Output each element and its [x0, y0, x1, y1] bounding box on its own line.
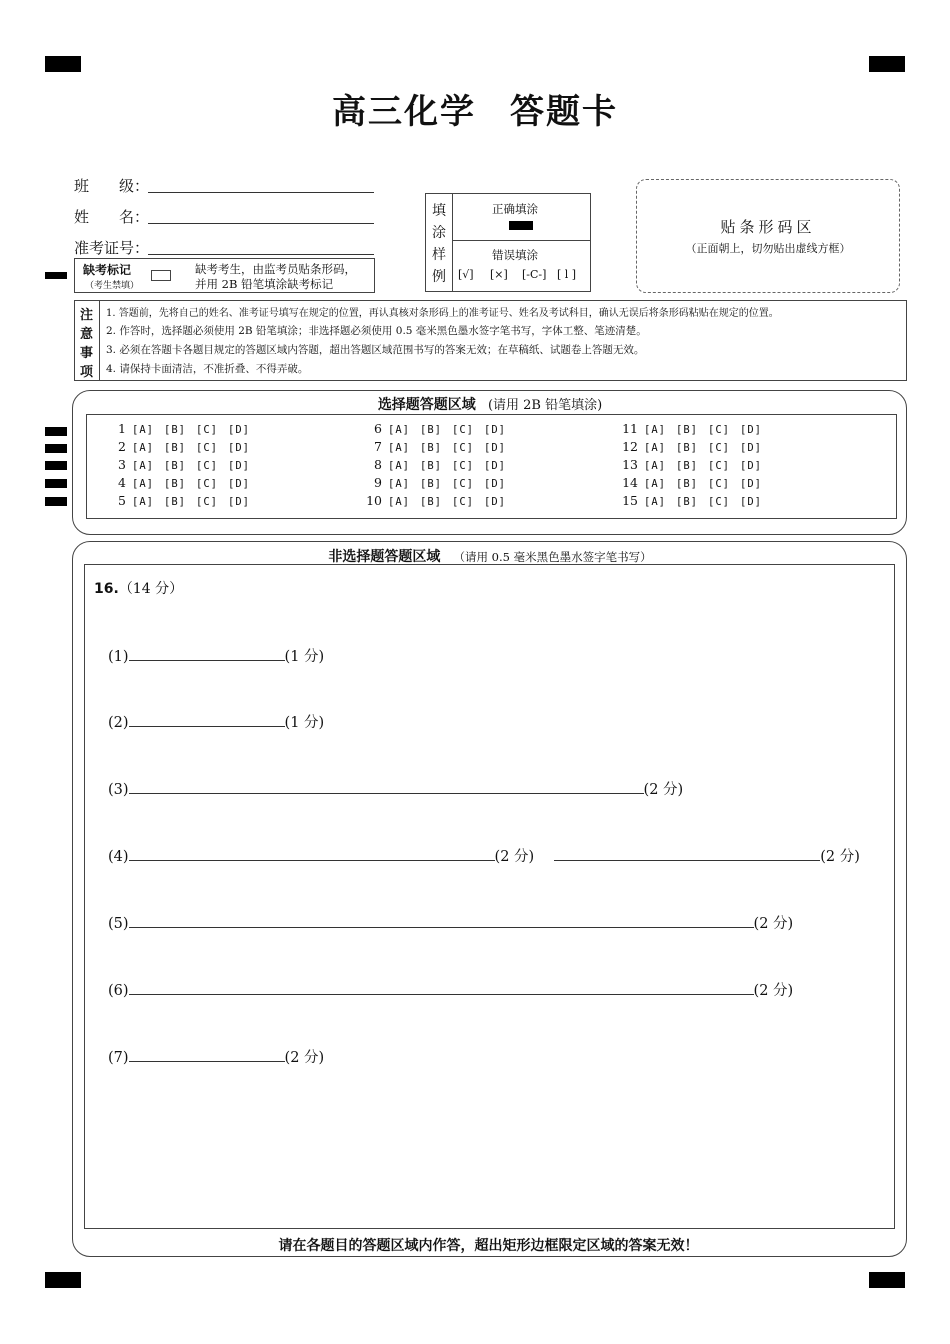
- mc-option-bubble[interactable]: [D]: [740, 442, 762, 454]
- answer-blank[interactable]: [129, 712, 285, 727]
- mc-question-number: 9: [374, 475, 382, 490]
- notes-divider: [99, 301, 100, 380]
- mc-question-row: [360, 439, 516, 454]
- mc-option-bubble[interactable]: [B]: [420, 496, 442, 508]
- mc-question-row: [104, 421, 260, 436]
- answer-part-6[interactable]: [108, 979, 793, 1000]
- notes-side-2: 意: [80, 327, 94, 342]
- answer-part-3[interactable]: [108, 778, 683, 799]
- title-card: 答题卡: [510, 92, 618, 132]
- mc-option-bubble[interactable]: [A]: [388, 442, 410, 454]
- title-subject: 高三化学: [332, 92, 476, 132]
- mc-option-bubble[interactable]: [C]: [452, 424, 474, 436]
- part-label: (3): [108, 782, 129, 798]
- mc-option-bubble[interactable]: [A]: [644, 424, 666, 436]
- mc-option-bubble[interactable]: [B]: [676, 478, 698, 490]
- mc-question-number: 2: [118, 439, 126, 454]
- part-label: (2): [108, 715, 129, 731]
- mc-option-bubble[interactable]: [B]: [420, 424, 442, 436]
- class-label: 班 级：: [74, 177, 150, 195]
- part-score: (2 分): [753, 916, 794, 932]
- mc-question-row: [104, 457, 260, 472]
- mc-option-bubble[interactable]: [B]: [676, 496, 698, 508]
- mc-question-row: [104, 493, 260, 508]
- name-line: [148, 222, 374, 224]
- mc-option-bubble[interactable]: [A]: [388, 478, 410, 490]
- mc-option-bubble[interactable]: [D]: [228, 460, 250, 472]
- mc-option-bubble[interactable]: [A]: [644, 478, 666, 490]
- mc-question-number: 15: [622, 493, 638, 508]
- mc-question-number: 14: [622, 475, 638, 490]
- registration-mark-bottom-right: [869, 1272, 905, 1288]
- mc-option-bubble[interactable]: [D]: [740, 478, 762, 490]
- mc-option-bubble[interactable]: [A]: [644, 442, 666, 454]
- mc-option-bubble[interactable]: [A]: [132, 460, 154, 472]
- mc-question-row: [616, 493, 772, 508]
- mc-question-number: 7: [374, 439, 382, 454]
- mc-option-bubble[interactable]: [C]: [452, 460, 474, 472]
- mc-option-bubble[interactable]: [C]: [708, 496, 730, 508]
- mc-question-row: [616, 457, 772, 472]
- question-score: （14 分）: [118, 581, 184, 597]
- part-score: (1 分): [284, 649, 325, 665]
- mc-option-bubble[interactable]: [D]: [740, 424, 762, 436]
- mc-question-row: [104, 475, 260, 490]
- absent-box: [74, 258, 375, 293]
- mc-option-bubble[interactable]: [B]: [164, 496, 186, 508]
- mc-option-bubble[interactable]: [C]: [452, 496, 474, 508]
- part-score: (2 分): [753, 983, 794, 999]
- timing-mark: [45, 444, 67, 453]
- mc-option-bubble[interactable]: [C]: [196, 442, 218, 454]
- mc-question-number: 12: [622, 439, 638, 454]
- mc-option-bubble[interactable]: [A]: [388, 424, 410, 436]
- part-label: (1): [108, 649, 129, 665]
- part-label: (6): [108, 983, 129, 999]
- mc-question-number: 6: [374, 421, 382, 436]
- mc-option-bubble[interactable]: [B]: [164, 424, 186, 436]
- class-line: [148, 191, 374, 193]
- mc-option-bubble[interactable]: [D]: [484, 478, 506, 490]
- mc-subtitle: (请用 2B 铅笔填涂): [487, 398, 603, 413]
- timing-mark: [45, 479, 67, 488]
- correct-fill-mark: [509, 221, 533, 230]
- part-label: (5): [108, 916, 129, 932]
- mc-option-bubble[interactable]: [C]: [196, 424, 218, 436]
- timing-mark: [45, 461, 67, 470]
- mc-question-row: [360, 493, 516, 508]
- part-score: (2 分): [494, 849, 535, 865]
- mc-option-bubble[interactable]: [A]: [388, 496, 410, 508]
- fill-sample-mid-divider: [452, 240, 590, 241]
- mc-option-bubble[interactable]: [B]: [420, 478, 442, 490]
- timing-mark: [45, 427, 67, 436]
- answer-part-5[interactable]: [108, 912, 793, 933]
- answer-part-2[interactable]: [108, 711, 324, 732]
- timing-mark: [45, 272, 67, 279]
- answer-blank[interactable]: [129, 980, 754, 995]
- mc-question-number: 8: [374, 457, 382, 472]
- mc-option-bubble[interactable]: [C]: [708, 424, 730, 436]
- mc-header: [0, 394, 950, 414]
- part-label: (4): [108, 849, 129, 865]
- registration-mark-top-left: [45, 56, 81, 72]
- absent-label: 缺考标记: [83, 263, 132, 277]
- registration-mark-bottom-left: [45, 1272, 81, 1288]
- notes-side-4: 项: [80, 365, 94, 380]
- mc-option-bubble[interactable]: [B]: [164, 478, 186, 490]
- mc-question-number: 4: [118, 475, 126, 490]
- mc-question-row: [616, 421, 772, 436]
- part-score: (2 分): [643, 782, 684, 798]
- name-label: 姓 名：: [74, 208, 150, 226]
- question-16: [94, 578, 183, 598]
- mc-question-row: [360, 421, 516, 436]
- mc-option-bubble[interactable]: [D]: [228, 478, 250, 490]
- mc-option-bubble[interactable]: [A]: [132, 442, 154, 454]
- mc-option-bubble[interactable]: [C]: [196, 460, 218, 472]
- part-score: (2 分): [284, 1050, 325, 1066]
- mc-question-number: 10: [366, 493, 382, 508]
- fill-sample-side-4: 例: [432, 269, 446, 285]
- part-score: (1 分): [284, 715, 325, 731]
- mc-option-bubble[interactable]: [A]: [644, 496, 666, 508]
- page-title: [0, 84, 950, 133]
- mc-option-bubble[interactable]: [C]: [196, 496, 218, 508]
- mc-option-bubble[interactable]: [D]: [484, 496, 506, 508]
- answer-part-1[interactable]: [108, 645, 324, 666]
- name-field[interactable]: [74, 206, 149, 227]
- correct-fill-label: 正确填涂: [492, 202, 538, 216]
- fill-sample-side-3: 样: [432, 247, 446, 263]
- wrong-fill-label: 错误填涂: [492, 248, 538, 262]
- note-item-1: 1. 答题前，先将自己的姓名、准考证号填写在规定的位置，再认真核对条形码上的准考证号、姓名及考试科目，确认无误后将条形码粘贴在规定的位置。: [106, 308, 779, 319]
- mc-option-bubble[interactable]: [D]: [228, 424, 250, 436]
- mc-option-bubble[interactable]: [D]: [484, 460, 506, 472]
- mc-question-row: [616, 475, 772, 490]
- mc-title: 选择题答题区域: [377, 397, 476, 413]
- mc-option-bubble[interactable]: [B]: [676, 442, 698, 454]
- answer-blank[interactable]: [129, 913, 754, 928]
- mc-option-bubble[interactable]: [D]: [740, 460, 762, 472]
- barcode-title: 贴条形码区: [720, 218, 816, 236]
- mc-option-bubble[interactable]: [D]: [740, 496, 762, 508]
- part-score-2: (2 分): [820, 849, 860, 865]
- absent-bubble[interactable]: [151, 270, 171, 281]
- question-number: 16.: [94, 581, 119, 597]
- fill-sample-box: [425, 193, 591, 292]
- open-subtitle: （请用 0.5 毫米黑色墨水签字笔书写）: [453, 550, 652, 564]
- mc-question-number: 5: [118, 493, 126, 508]
- fill-sample-side-1: 填: [432, 203, 446, 219]
- answer-blank[interactable]: [129, 1047, 285, 1062]
- notes-side-3: 事: [80, 346, 94, 361]
- mc-option-bubble[interactable]: [A]: [132, 496, 154, 508]
- note-item-3: 3. 必须在答题卡各题目规定的答题区域内答题，超出答题区域范围书写的答案无效；在草稿纸、试题卷上答题无效。: [106, 344, 645, 356]
- timing-mark: [45, 497, 67, 506]
- answer-blank[interactable]: [129, 646, 285, 661]
- answer-blank[interactable]: [129, 846, 495, 861]
- mc-question-number: 3: [118, 457, 126, 472]
- answer-part-7[interactable]: [108, 1046, 324, 1067]
- wrong-fill-mark-4: [ l ]: [557, 268, 577, 281]
- mc-option-bubble[interactable]: [B]: [420, 442, 442, 454]
- mc-option-bubble[interactable]: [C]: [708, 442, 730, 454]
- absent-note-line1: 缺考考生，由监考员贴条形码，: [195, 262, 356, 276]
- mc-question-number: 13: [622, 457, 638, 472]
- mc-option-bubble[interactable]: [B]: [676, 460, 698, 472]
- notes-side-1: 注: [80, 308, 94, 323]
- wrong-fill-mark-3: [-C-]: [522, 268, 547, 281]
- wrong-fill-mark-1: [√]: [458, 268, 474, 281]
- mc-question-row: [360, 457, 516, 472]
- mc-option-bubble[interactable]: [C]: [708, 478, 730, 490]
- wrong-fill-mark-2: [×]: [490, 268, 508, 281]
- answer-part-4[interactable]: [108, 845, 860, 866]
- mc-option-bubble[interactable]: [A]: [388, 460, 410, 472]
- mc-question-row: [616, 439, 772, 454]
- barcode-sub: （正面朝上，切勿贴出虚线方框）: [685, 242, 851, 255]
- mc-question-row: [104, 439, 260, 454]
- open-header: [0, 546, 950, 566]
- fill-sample-side-2: 涂: [432, 225, 446, 241]
- barcode-area: [636, 179, 900, 293]
- mc-option-bubble[interactable]: [C]: [708, 460, 730, 472]
- note-item-2: 2. 作答时，选择题必须使用 2B 铅笔填涂；非选择题必须使用 0.5 毫米黑色墨水签字笔书写，字体工整、笔迹清楚。: [106, 325, 647, 337]
- mc-option-bubble[interactable]: [B]: [164, 460, 186, 472]
- mc-question-number: 11: [622, 421, 638, 436]
- mc-option-bubble[interactable]: [A]: [644, 460, 666, 472]
- absent-sublabel: （考生禁填）: [85, 281, 140, 291]
- mc-option-bubble[interactable]: [B]: [164, 442, 186, 454]
- footer-warning: 请在各题目的答题区域内作答，超出矩形边框限定区域的答案无效！: [278, 1238, 699, 1254]
- fill-sample-divider: [452, 194, 453, 291]
- exam-number-line: [148, 253, 374, 255]
- class-field[interactable]: [74, 175, 149, 196]
- absent-note-line2: 并用 2B 铅笔填涂缺考标记: [195, 277, 334, 291]
- mc-question-number: 1: [118, 421, 126, 436]
- mc-option-bubble[interactable]: [A]: [132, 424, 154, 436]
- mc-option-bubble[interactable]: [D]: [484, 442, 506, 454]
- exam-number-field[interactable]: [74, 237, 149, 258]
- mc-option-bubble[interactable]: [A]: [132, 478, 154, 490]
- mc-option-bubble[interactable]: [D]: [228, 496, 250, 508]
- mc-option-bubble[interactable]: [D]: [484, 424, 506, 436]
- mc-question-row: [360, 475, 516, 490]
- mc-option-bubble[interactable]: [D]: [228, 442, 250, 454]
- exam-number-label: 准考证号：: [74, 239, 150, 257]
- mc-option-bubble[interactable]: [C]: [196, 478, 218, 490]
- note-item-4: 4. 请保持卡面清洁，不准折叠、不得弄破。: [106, 363, 309, 375]
- part-label: (7): [108, 1050, 129, 1066]
- mc-option-bubble[interactable]: [C]: [452, 442, 474, 454]
- open-title: 非选择题答题区域: [328, 549, 441, 565]
- mc-option-bubble[interactable]: [B]: [676, 424, 698, 436]
- mc-option-bubble[interactable]: [B]: [420, 460, 442, 472]
- answer-blank[interactable]: [129, 779, 644, 794]
- registration-mark-top-right: [869, 56, 905, 72]
- answer-blank-2[interactable]: [554, 846, 820, 861]
- mc-option-bubble[interactable]: [C]: [452, 478, 474, 490]
